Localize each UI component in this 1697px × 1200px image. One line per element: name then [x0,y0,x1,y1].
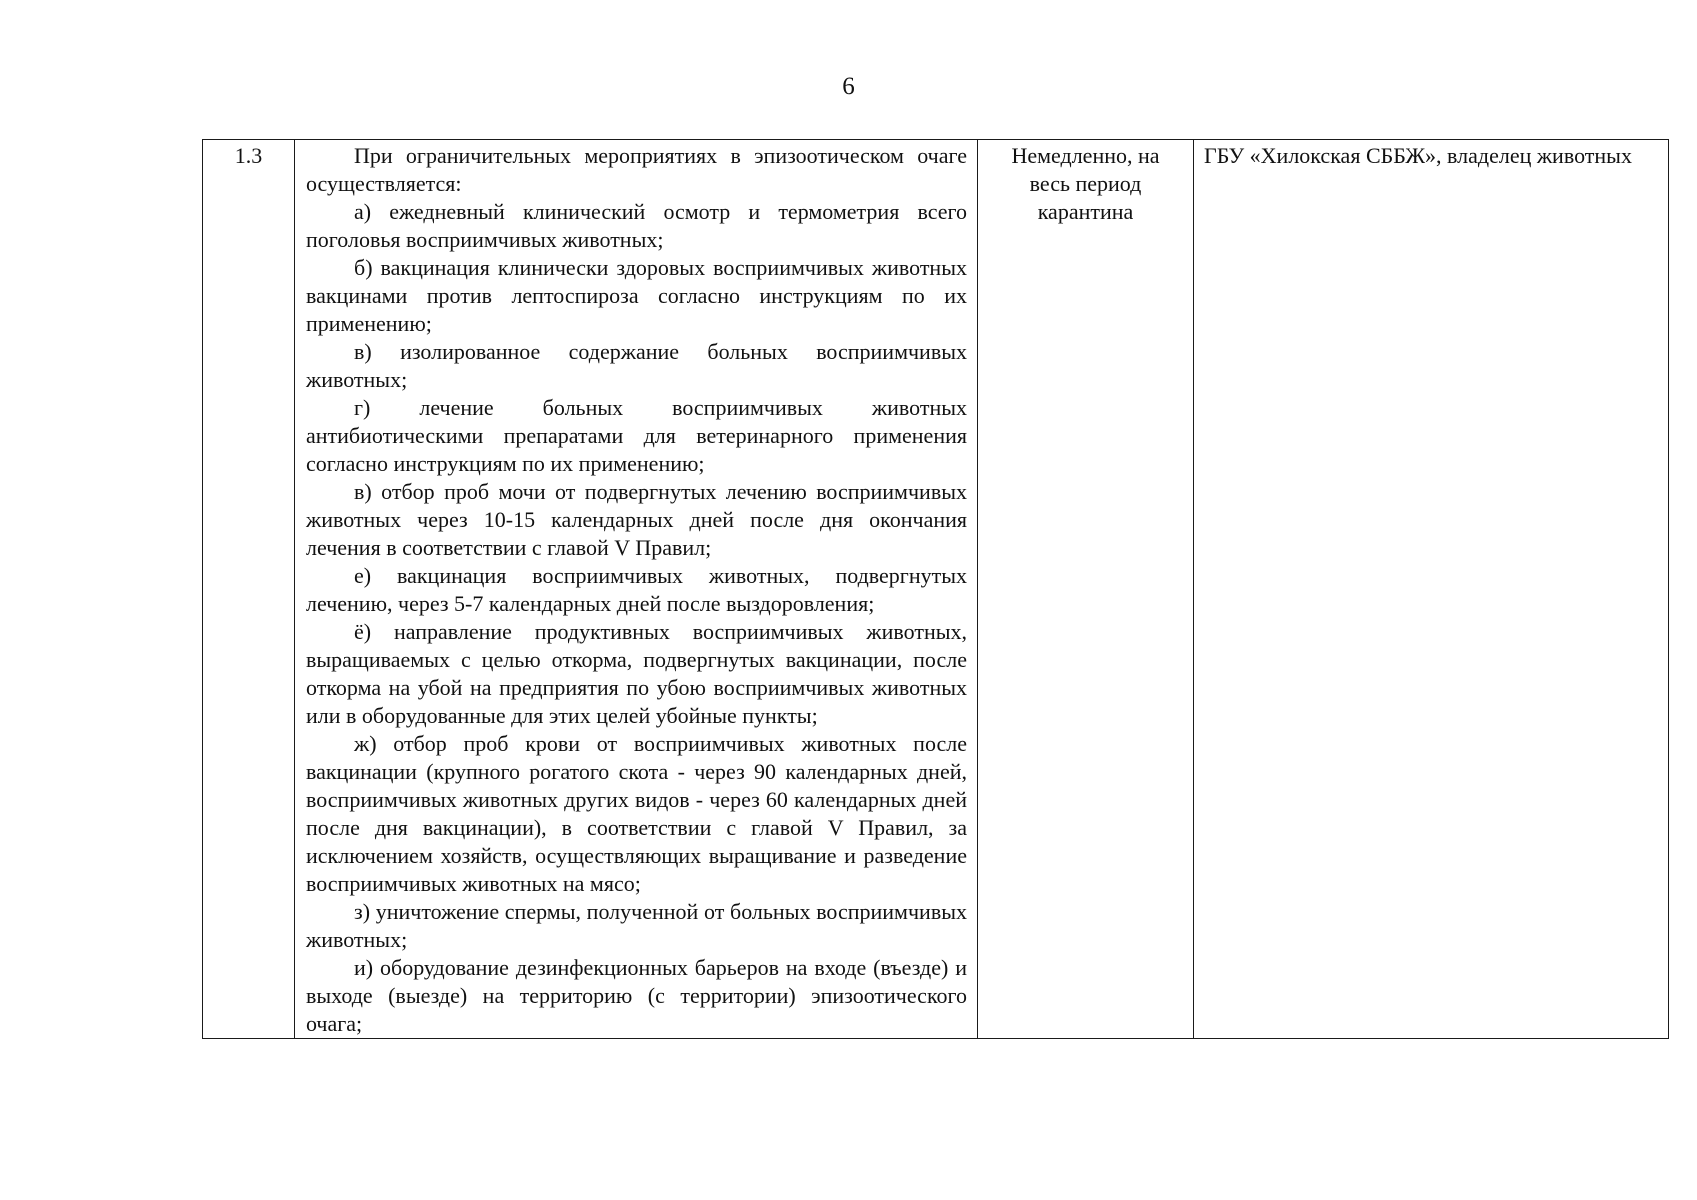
measure-paragraph: а) ежедневный клинический осмотр и термометрия всего поголовья восприимчивых животных; [306,199,967,252]
page-number: 6 [842,73,855,100]
measure-paragraph: г) лечение больных восприимчивых животных антибиотическими препаратами для ветеринарного применения согласно инструкциям по их применению; [306,395,967,476]
measure-paragraph: б) вакцинация клинически здоровых восприимчивых животных вакцинами против лептоспироза согласно инструкциям по их применению; [306,255,967,336]
measure-paragraph: При ограничительных мероприятиях в эпизоотическом очаге осуществляется: [306,143,967,196]
deadline-cell [978,140,1194,1039]
measure-paragraph: ж) отбор проб крови от восприимчивых животных после вакцинации (крупного рогатого скота - через 90 календарных дней, восприимчивых животных других видов - через 60 календарных дней после дня вакцинации), в соответствии с главой V Правил, за исключением хозяйств, осуществляющих выращивание и разведение восприимчивых животных на мясо; [306,731,967,896]
measure-paragraph: ё) направление продуктивных восприимчивых животных, выращиваемых с целью откорма, подвергнутых вакцинации, после откорма на убой на предприятия по убою восприимчивых животных или в оборудованные для этих целей убойные пункты; [306,619,967,728]
measure-paragraph: в) отбор проб мочи от подвергнутых лечению восприимчивых животных через 10-15 календарных дней после дня окончания лечения в соответствии с главой V Правил; [306,479,967,560]
measures-table [202,139,1669,1039]
measure-paragraph: и) оборудование дезинфекционных барьеров на входе (въезде) и выходе (выезде) на территорию (с территории) эпизоотического очага; [306,955,967,1036]
measure-paragraph: з) уничтожение спермы, полученной от больных восприимчивых животных; [306,899,967,952]
deadline-line: Немедленно, на [1011,143,1160,168]
deadline-line: карантина [1037,199,1134,224]
deadline-line: весь период [1029,171,1142,196]
responsible-cell: ГБУ «Хилокская СББЖ», владелец животных [1194,140,1669,1039]
measure-paragraph: е) вакцинация восприимчивых животных, подвергнутых лечению, через 5-7 календарных дней после выздоровления; [306,563,967,616]
measure-paragraph: в) изолированное содержание больных восприимчивых животных; [306,339,967,392]
table-row [203,140,1669,1039]
measures-description [295,140,978,1039]
row-number: 1.3 [203,140,295,1039]
